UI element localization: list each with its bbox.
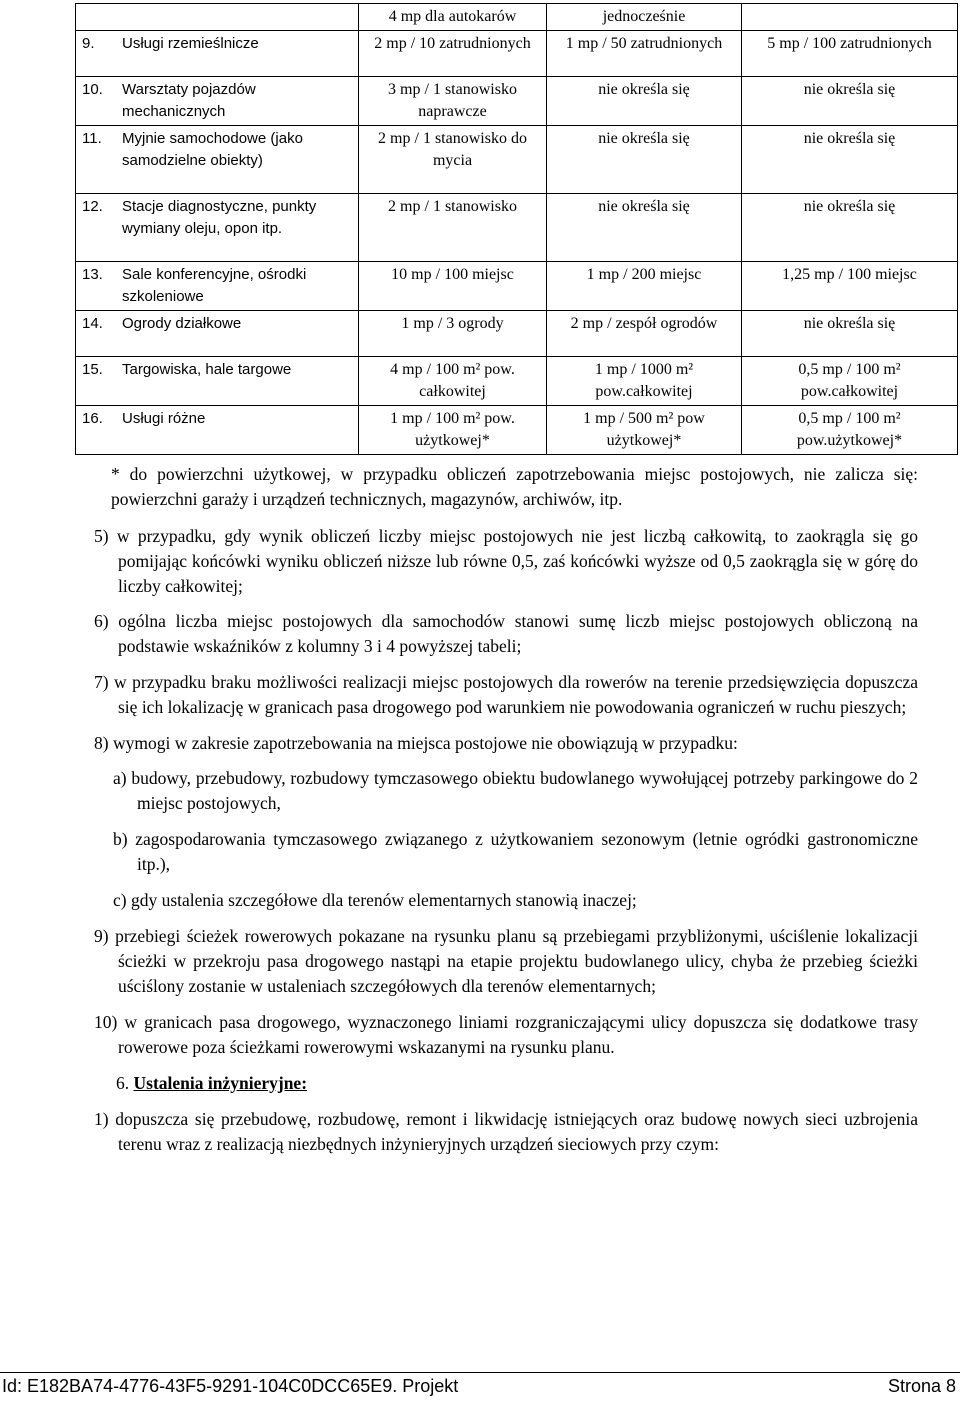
row-number: 11.: [82, 130, 102, 147]
cell-c2: 2 mp / 1 stanowisko: [359, 194, 547, 262]
cell-c3: 1 mp / 200 miejsc: [547, 262, 742, 311]
point-10: 10) w granicach pasa drogowego, wyznaczonego liniami rozgraniczającymi ulicy dopuszcza się dodatkowe trasy rowerowe poza ścieżkami rowerowymi wskazanymi na rysunku planu.: [94, 1012, 918, 1057]
footer-document-id: Id: E182BA74-4776-43F5-9291-104C0DCC65E9. Projekt: [2, 1376, 459, 1396]
cell-c4: 5 mp / 100 zatrudnionych: [742, 31, 958, 77]
row-name: Ogrody działkowe: [122, 315, 242, 332]
point-7: 7) w przypadku braku możliwości realizacji miejsc postojowych dla rowerów na terenie przedsięwzięcia dopuszcza się ich lokalizację w granicach pasa drogowego pod warunkiem nie powodowania ograniczeń w ruchu pieszych;: [94, 672, 918, 717]
row-name: Warsztaty pojazdów mechanicznych: [122, 81, 256, 120]
footnote: [111, 462, 918, 512]
row-name: Stacje diagnostyczne, punkty wymiany oleju, opon itp.: [122, 198, 317, 237]
row-number: 16.: [82, 410, 103, 427]
table-row: [76, 406, 958, 455]
cell-c4: 1,25 mp / 100 miejsc: [742, 262, 958, 311]
points-section: [94, 524, 918, 1157]
section-6-title: Ustalenia inżynieryjne:: [133, 1073, 308, 1093]
cell-c4: nie określa się: [742, 77, 958, 126]
row-name: Usługi różne: [122, 410, 206, 427]
point-8: 8) wymogi w zakresie zapotrzebowania na miejsca postojowe nie obowiązują w przypadku:: [94, 733, 738, 753]
point-8b: b) zagospodarowania tymczasowego związanego z użytkowaniem sezonowym (letnie ogródki gastronomiczne itp.),: [113, 829, 918, 874]
section-6-heading: [94, 1071, 918, 1096]
cell-c3: 1 mp / 500 m² pow użytkowej*: [547, 406, 742, 455]
cell-c2: 2 mp / 10 zatrudnionych: [359, 31, 547, 77]
row-name: Targowiska, hale targowe: [122, 361, 292, 378]
point-8c: c) gdy ustalenia szczegółowe dla terenów elementarnych stanowią inaczej;: [113, 890, 637, 910]
row-number: 15.: [82, 361, 103, 378]
cell-name: [76, 406, 359, 455]
cell-c2: 2 mp / 1 stanowisko do mycia: [359, 126, 547, 194]
cell-c4: nie określa się: [742, 311, 958, 357]
row-number: 13.: [82, 266, 103, 283]
row-name: Usługi rzemieślnicze: [122, 35, 259, 52]
table-row: [76, 4, 958, 31]
cell-c3: nie określa się: [547, 77, 742, 126]
footer-page-number: Strona 8: [887, 1376, 956, 1396]
cell-c2: 3 mp / 1 stanowisko naprawcze: [359, 77, 547, 126]
cell-name: [76, 31, 359, 77]
cell-c2: 1 mp / 3 ogrody: [359, 311, 547, 357]
point-9: 9) przebiegi ścieżek rowerowych pokazane na rysunku planu są przebiegami przybliżonymi, uściślenie lokalizacji ścieżki w przekroju pasa drogowego nastąpi na etapie projektu budowlanego ulicy, chyba że przebieg ścieżki uściślony zostanie w ustaleniach szczegółowych dla terenów elementarnych;: [94, 926, 918, 996]
table-row: [76, 31, 958, 77]
point-8a: a) budowy, przebudowy, rozbudowy tymczasowego obiektu budowlanego wywołującej potrzeby parkingowe do 2 miejsc postojowych,: [113, 768, 918, 813]
table-row: [76, 126, 958, 194]
cell-c3: nie określa się: [547, 126, 742, 194]
cell-name: [76, 77, 359, 126]
section-6-point-1: 1) dopuszcza się przebudowę, rozbudowę, remont i likwidację istniejących oraz budowę nowych sieci uzbrojenia terenu wraz z realizacją niezbędnych inżynieryjnych urządzeń sieciowych przy czym:: [94, 1109, 918, 1154]
cell-c4: nie określa się: [742, 194, 958, 262]
point-6: 6) ogólna liczba miejsc postojowych dla samochodów stanowi sumę liczb miejsc postojowych obliczoną na podstawie wskaźników z kolumny 3 i 4 powyższej tabeli;: [94, 611, 918, 656]
footer-divider: [0, 1372, 960, 1373]
cell-c4: 0,5 mp / 100 m² pow.całkowitej: [742, 357, 958, 406]
page-footer: [2, 1376, 956, 1397]
cell-name: [76, 357, 359, 406]
cell-c3: nie określa się: [547, 194, 742, 262]
row-name: Myjnie samochodowe (jako samodzielne obiekty): [122, 130, 303, 169]
cell-c3: 1 mp / 50 zatrudnionych: [547, 31, 742, 77]
cell-name: [76, 311, 359, 357]
cell-c2: 1 mp / 100 m² pow. użytkowej*: [359, 406, 547, 455]
cell-name: [76, 4, 359, 31]
cell-c4: nie określa się: [742, 126, 958, 194]
cell-c2: 4 mp / 100 m² pow. całkowitej: [359, 357, 547, 406]
row-number: 14.: [82, 315, 103, 332]
row-number: 10.: [82, 81, 103, 98]
point-5: 5) w przypadku, gdy wynik obliczeń liczby miejsc postojowych nie jest liczbą całkowitą, to zaokrągla się go pomijając końcówki wyniku obliczeń niższe lub równe 0,5, zaś końcówki wyższe od 0,5 zaokrągla się w górę do liczby całkowitej;: [94, 526, 918, 596]
row-number: 12.: [82, 198, 103, 215]
table-row: [76, 357, 958, 406]
table-row: [76, 194, 958, 262]
cell-name: [76, 194, 359, 262]
table-row: [76, 262, 958, 311]
cell-c3: 2 mp / zespół ogrodów: [547, 311, 742, 357]
cell-c2: 10 mp / 100 miejsc: [359, 262, 547, 311]
cell-name: [76, 126, 359, 194]
cell-c4: [742, 4, 958, 31]
cell-c3: 1 mp / 1000 m² pow.całkowitej: [547, 357, 742, 406]
cell-c3: jednocześnie: [547, 4, 742, 31]
table-row: [76, 77, 958, 126]
row-number: 9.: [82, 35, 95, 52]
row-name: Sale konferencyjne, ośrodki szkoleniowe: [122, 266, 307, 305]
section-6-number: 6.: [116, 1073, 130, 1093]
footnote-text: * do powierzchni użytkowej, w przypadku obliczeń zapotrzebowania miejsc postojowych, nie zalicza się: powierzchni garaży i urządzeń technicznych, magazynów, archiwów, itp.: [111, 464, 918, 509]
table-row: [76, 311, 958, 357]
parking-table: [75, 3, 958, 455]
cell-c2: 4 mp dla autokarów: [359, 4, 547, 31]
cell-c4: 0,5 mp / 100 m² pow.użytkowej*: [742, 406, 958, 455]
cell-name: [76, 262, 359, 311]
